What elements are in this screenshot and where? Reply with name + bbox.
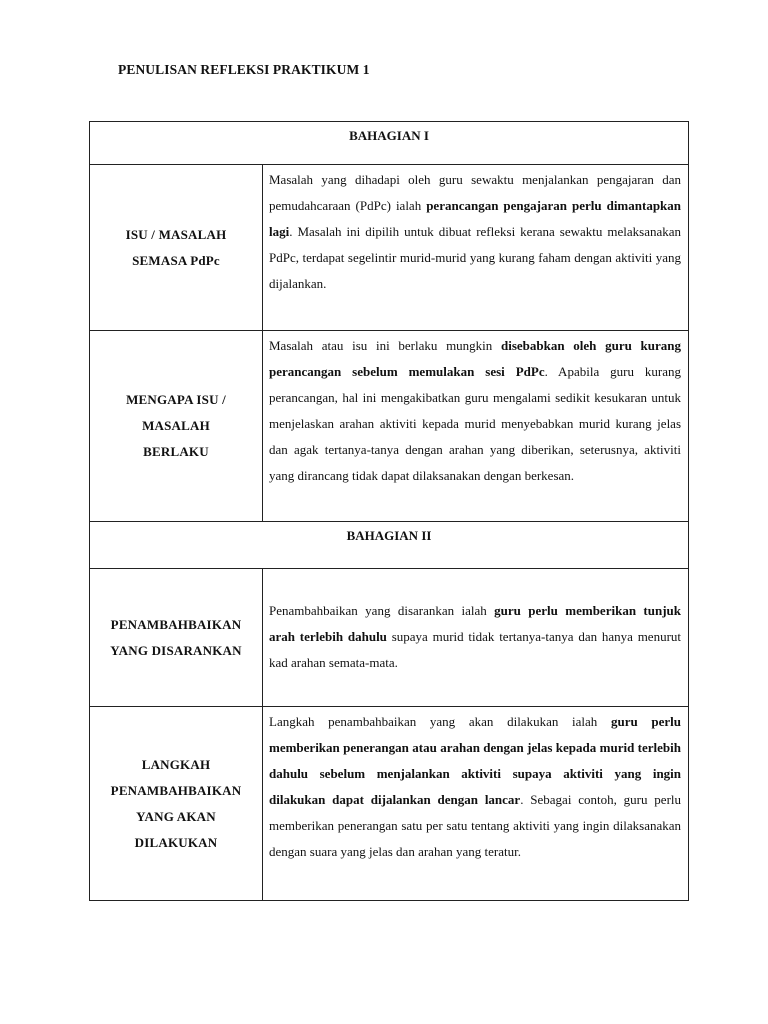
table-row — [90, 569, 689, 707]
table-row — [90, 331, 689, 522]
table-row — [90, 707, 689, 901]
row-label-mengapa — [90, 331, 263, 522]
row-label-line: BERLAKU — [143, 444, 209, 459]
row-text-isu — [263, 165, 689, 331]
reflection-table — [89, 121, 689, 901]
section-heading-1 — [90, 122, 689, 165]
row-text-langkah — [263, 707, 689, 901]
row-label-langkah — [90, 707, 263, 901]
section-row-2 — [90, 522, 689, 569]
body-text: . Sebagai contoh, guru perlu memberikan penerangan satu per satu tentang aktiviti yang ingin dilaksanakan dengan suara yang jelas dan arahan yang teratur. — [269, 792, 682, 859]
row-label-isu — [90, 165, 263, 331]
row-label-penambahbaikan — [90, 569, 263, 707]
document-title: PENULISAN REFLEKSI PRAKTIKUM 1 — [118, 62, 370, 77]
emphasis-text: guru perlu memberikan tunjuk arah terlebih dahulu — [269, 602, 682, 644]
section-heading-2-text: BAHAGIAN II — [346, 528, 432, 543]
row-text-penambahbaikan — [263, 569, 689, 707]
body-text: . Apabila guru kurang perancangan, hal ini mengakibatkan guru mengalami sedikit kesukaran untuk menjelaskan arahan aktiviti kepada murid menyebabkan murid kurang jelas dan agak tertanya-tanya dengan arahan yang diberikan, seterusnya, aktiviti yang dirancang tidak dapat dilaksanakan dengan berkesan. — [269, 364, 682, 483]
row-label-line: DILAKUKAN — [134, 834, 218, 850]
body-text: Penambahbaikan yang disarankan ialah — [269, 602, 495, 618]
table-row — [90, 165, 689, 331]
body-text: Masalah atau isu ini berlaku mungkin — [269, 338, 501, 353]
row-label-line: MENGAPA ISU / — [126, 392, 226, 407]
row-label-line: SEMASA PdPc — [132, 252, 220, 268]
body-text: Langkah penambahbaikan yang akan dilakukan ialah — [269, 714, 611, 729]
body-text: . Masalah ini dipilih untuk dibuat refleksi kerana sewaktu melaksanakan PdPc, terdapat segelintir murid-murid yang kurang faham dengan aktiviti yang dijalankan. — [269, 224, 682, 291]
section-heading-2 — [90, 522, 689, 569]
row-label-line: PENAMBAHBAIKAN — [110, 782, 242, 798]
row-label-line: ISU / MASALAH — [125, 226, 227, 242]
section-row-1 — [90, 122, 689, 165]
emphasis-text: guru perlu memberikan penerangan atau arahan dengan jelas kepada murid terlebih dahulu sebelum menjalankan aktiviti supaya aktiviti yang ingin dilakukan dapat dijalankan dengan lancar — [269, 714, 682, 807]
section-heading-1-text: BAHAGIAN I — [349, 128, 429, 143]
row-text-mengapa — [263, 331, 689, 522]
emphasis-text: disebabkan oleh guru kurang perancangan sebelum memulakan sesi PdPc — [269, 338, 681, 379]
row-label-line: YANG DISARANKAN — [110, 642, 242, 658]
emphasis-text: perancangan pengajaran perlu dimantapkan lagi — [269, 198, 682, 239]
row-label-line: MASALAH — [142, 418, 210, 433]
body-text: Masalah yang dihadapi oleh guru sewaktu menjalankan pengajaran dan pemudahcaraan (PdPc) ialah — [269, 172, 682, 213]
row-label-line: PENAMBAHBAIKAN — [110, 616, 242, 632]
row-label-line: YANG AKAN — [136, 808, 216, 824]
row-label-line: LANGKAH — [141, 756, 211, 772]
body-text: supaya murid tidak tertanya-tanya dan hanya menurut kad arahan semata-mata. — [269, 628, 682, 670]
